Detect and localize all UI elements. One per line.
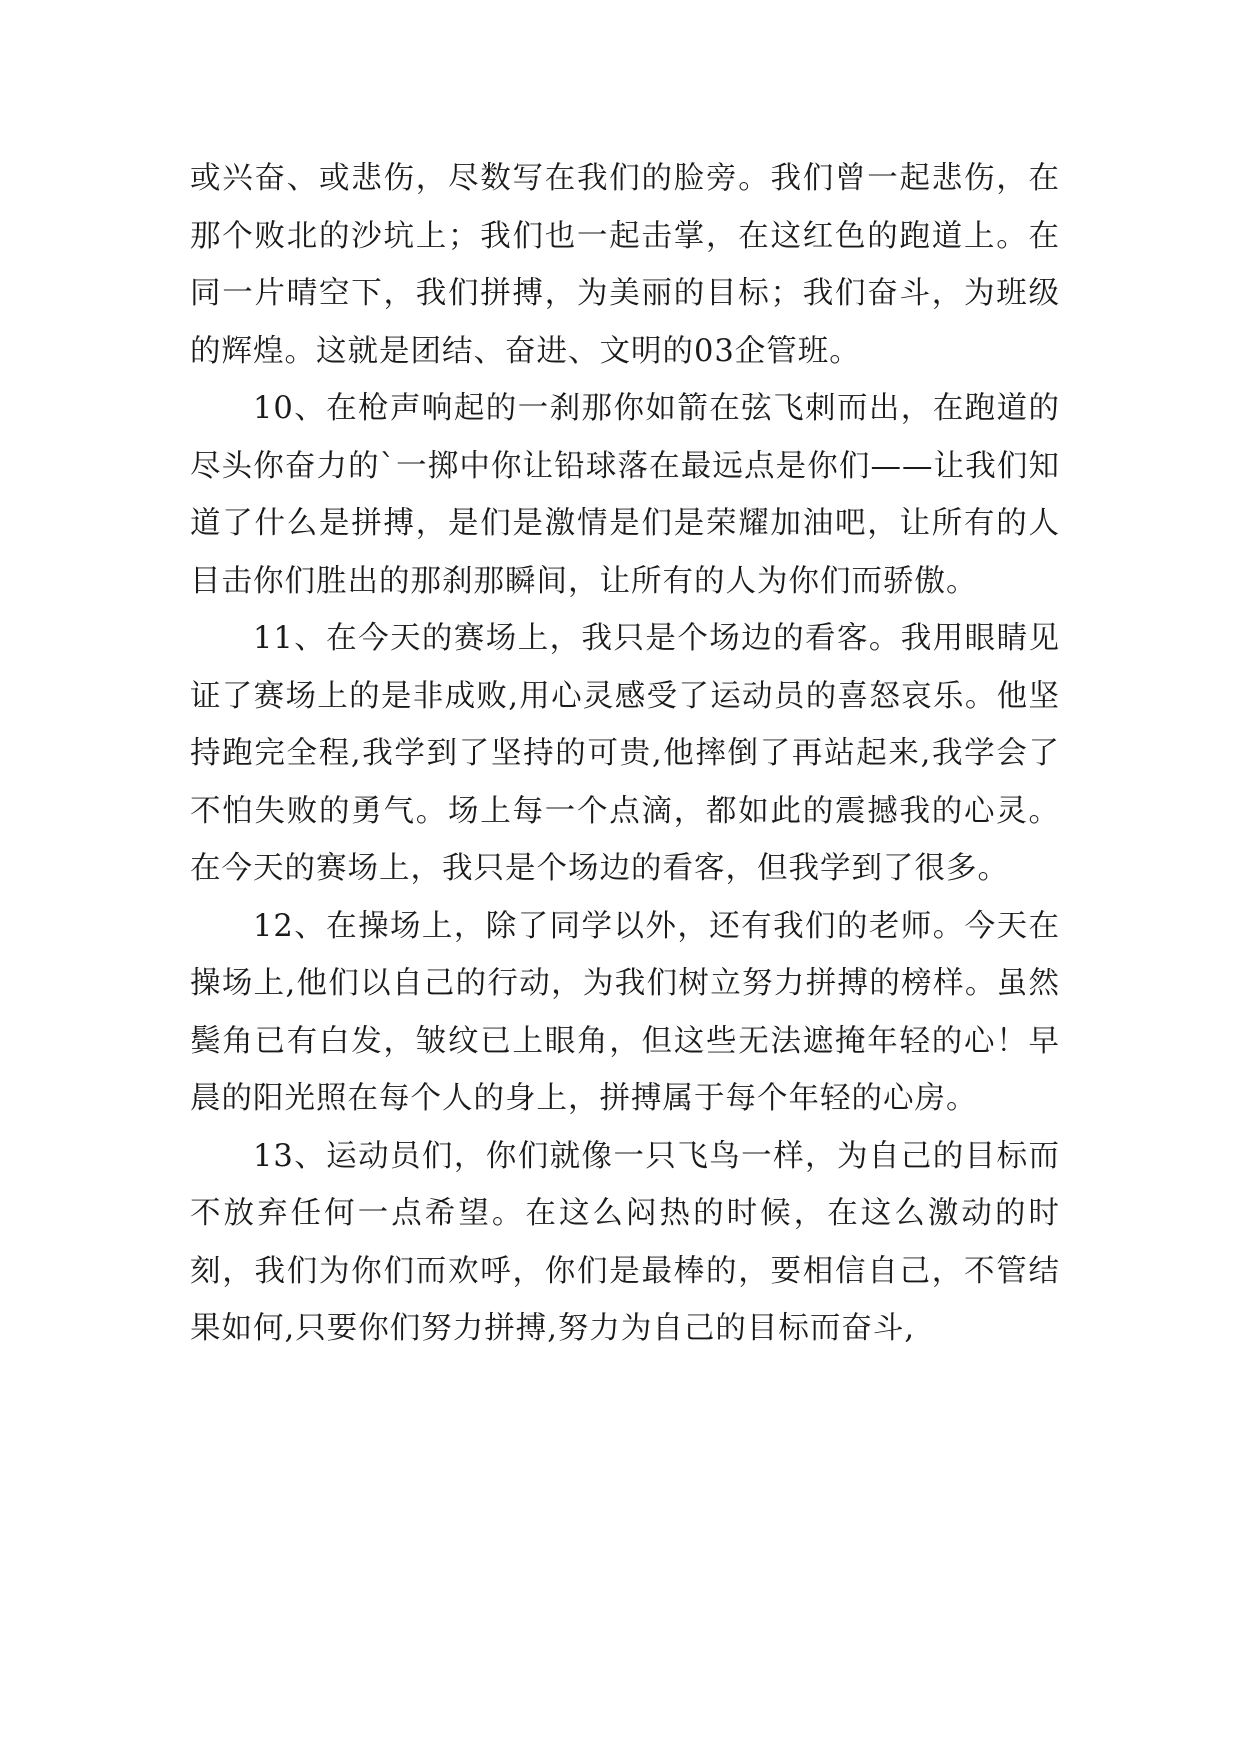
paragraph-continuation: 或兴奋、或悲伤，尽数写在我们的脸旁。我们曾一起悲伤，在那个败北的沙坑上；我们也一起击掌，在这红色的跑道上。在同一片晴空下，我们拼搏，为美丽的目标；我们奋斗，为班级的辉煌。这就是团结、奋进、文明的03企管班。 <box>190 161 1060 369</box>
paragraph-13: 13、运动员们，你们就像一只飞鸟一样，为自己的目标而不放弃任何一点希望。在这么闷热的时候，在这么激动的时刻，我们为你们而欢呼，你们是最棒的，要相信自己，不管结果如何,只要你们努力拼搏,努力为自己的目标而奋斗, <box>190 1138 1060 1346</box>
paragraph-11: 11、在今天的赛场上，我只是个场边的看客。我用眼睛见证了赛场上的是非成败,用心灵感受了运动员的喜怒哀乐。他坚持跑完全程,我学到了坚持的可贵,他摔倒了再站起来,我学会了不怕失败的勇气。场上每一个点滴，都如此的震撼我的心灵。在今天的赛场上，我只是个场边的看客，但我学到了很多。 <box>190 621 1060 886</box>
paragraph-10: 10、在枪声响起的一刹那你如箭在弦飞刺而出，在跑道的尽头你奋力的`一掷中你让铅球落在最远点是你们——让我们知道了什么是拼搏，是们是激情是们是荣耀加油吧，让所有的人目击你们胜出的那刹那瞬间，让所有的人为你们而骄傲。 <box>190 391 1060 599</box>
document-body <box>190 150 1060 1358</box>
paragraph-12: 12、在操场上，除了同学以外，还有我们的老师。今天在操场上,他们以自己的行动，为我们树立努力拼搏的榜样。虽然鬓角已有白发，皱纹已上眼角，但这些无法遮掩年轻的心！早晨的阳光照在每个人的身上，拼搏属于每个年轻的心房。 <box>190 908 1060 1116</box>
